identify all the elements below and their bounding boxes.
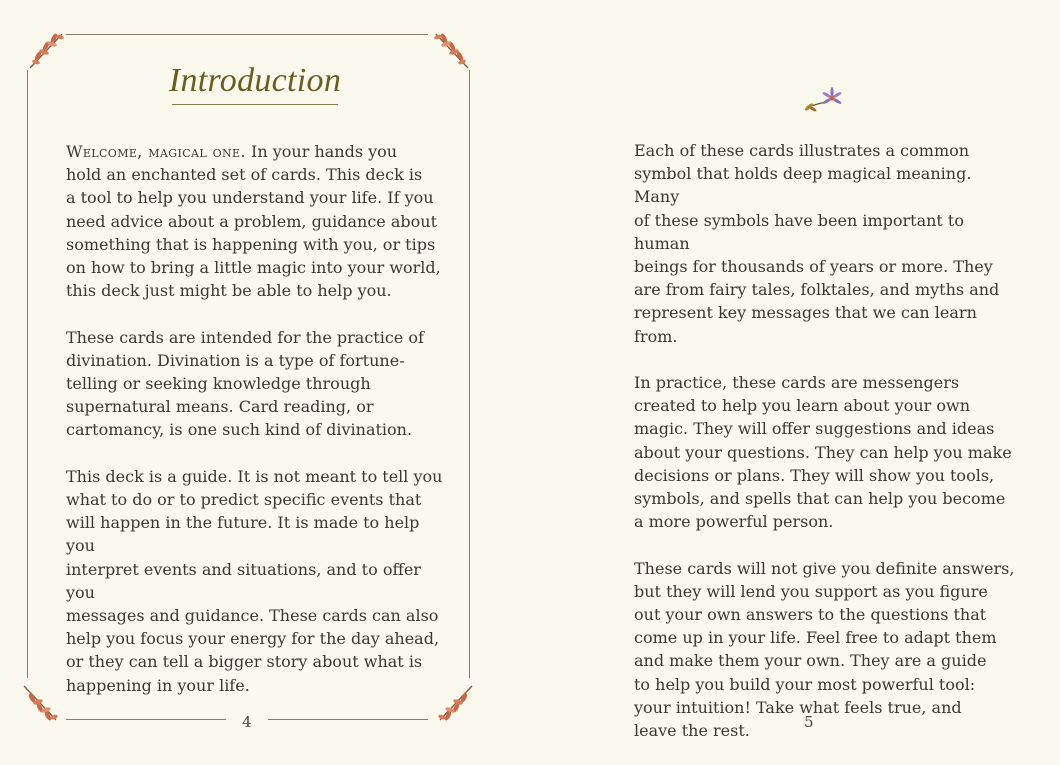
frame-left-line <box>27 70 28 678</box>
flower-sprig-icon <box>800 86 846 116</box>
right-body-text <box>634 139 1019 765</box>
page-number-left: 4 <box>242 713 252 731</box>
frame-top-line <box>66 34 428 35</box>
page-number-right: 5 <box>804 713 814 731</box>
right-paragraph-1: Each of these cards illustrates a common symbol that holds deep magical meaning. Many of these symbols have been important to human beings for thousands of years or more. They are from fairy tales, folktales, and myths and represent key messages that we can learn from. <box>634 141 1000 346</box>
frame-right-line <box>469 70 470 678</box>
left-paragraph-3: This deck is a guide. It is not meant to tell you what to do or to predict specific events that will happen in the future. It is made to help you interpret events and situations, and to offer you messages and guidance. These cards can also help you focus your energy for the day ahead, or they can tell a bigger story about what is happening in your life. <box>66 466 443 695</box>
page-title: Introduction <box>168 62 342 99</box>
left-body-text <box>66 140 444 720</box>
corner-sprig-top-right-icon <box>430 28 474 72</box>
left-paragraph-1-rest: In your hands you hold an enchanted set of cards. This deck is a tool to help you understand your life. If you need advice about a problem, guidance about something that is happening with you, or tips on how to bring a little magic into your world, this deck just might be able to help you. <box>66 142 441 301</box>
corner-sprig-top-left-icon <box>24 28 68 72</box>
left-paragraph-2: These cards are intended for the practice of divination. Divination is a type of fortune- telling or seeking knowledge through supernatural means. Card reading, or cartomancy, is one such kind of divination. <box>66 327 424 440</box>
left-paragraph-1 <box>66 140 444 302</box>
right-paragraph-3: These cards will not give you definite answers, but they will lend you support as you figure out your own answers to the questions that come up in your life. Feel free to adapt them and make them your own. They are a guide to help you build your most powerful tool: your intuition! Take what feels true, and leave the rest. <box>634 558 1015 741</box>
left-page <box>0 0 530 760</box>
right-paragraph-2: In practice, these cards are messengers created to help you learn about your own magic. They will offer suggestions and ideas about your questions. They can help you make decisions or plans. They will show you tools, symbols, and spells that can help you become a more powerful person. <box>634 373 1012 532</box>
lead-in-text: Welcome, magical one. <box>66 142 246 161</box>
corner-sprig-bottom-left-icon <box>18 682 62 726</box>
title-underline <box>172 104 338 105</box>
